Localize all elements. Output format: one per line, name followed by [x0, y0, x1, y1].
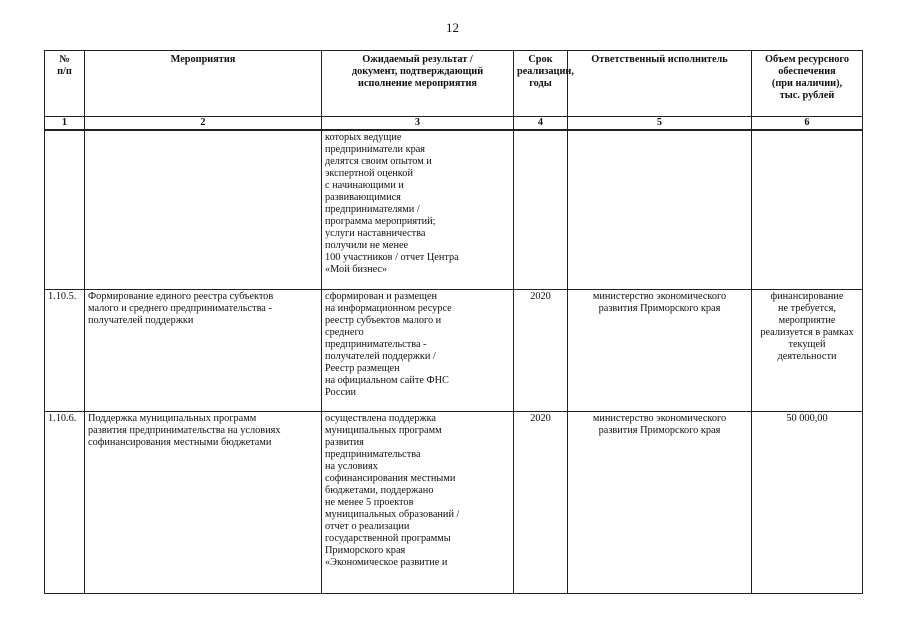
- header-activity: Мероприятия: [85, 51, 322, 117]
- row-number: [45, 130, 85, 289]
- table-row: [45, 411, 863, 593]
- header-term: Срок реализации, годы: [514, 51, 568, 117]
- column-number: 5: [568, 117, 752, 131]
- table-header-row: [45, 51, 863, 117]
- row-activity: [85, 130, 322, 289]
- header-expected-result: Ожидаемый результат / документ, подтверждающий исполнение мероприятия: [322, 51, 514, 117]
- column-number: 4: [514, 117, 568, 131]
- table-row: [45, 130, 863, 289]
- row-term: 2020: [514, 411, 568, 593]
- row-activity: Поддержка муниципальных программ развития предпринимательства на условиях софинансирования местными бюджетами: [85, 411, 322, 593]
- row-expected-result: сформирован и размещен на информационном ресурсе реестр субъектов малого и среднего предпринимательства - получателей поддержки / Реестр размещен на официальном сайте ФНС России: [322, 289, 514, 411]
- row-expected-result: которых ведущие предприниматели края делятся своим опытом и экспертной оценкой с начинающими и развивающимися предпринимателями / программа мероприятий; услуги наставничества получили не менее 100 участников / отчет Центра «Мой бизнес»: [322, 130, 514, 289]
- measures-table: [44, 50, 863, 594]
- row-number: 1.10.5.: [45, 289, 85, 411]
- row-funding: финансирование не требуется, мероприятие реализуется в рамках текущей деятельности: [752, 289, 863, 411]
- row-funding: 50 000,00: [752, 411, 863, 593]
- row-term: [514, 130, 568, 289]
- column-number: 6: [752, 117, 863, 131]
- row-executor: министерство экономического развития Приморского края: [568, 411, 752, 593]
- row-expected-result: осуществлена поддержка муниципальных программ развития предпринимательства на условиях софинансирования местными бюджетами, поддержано не менее 5 проектов муниципальных образований / отчет о реализации государственной программы Приморского края «Экономическое развитие и: [322, 411, 514, 593]
- row-executor: министерство экономического развития Приморского края: [568, 289, 752, 411]
- row-executor: [568, 130, 752, 289]
- page-number: 12: [446, 20, 459, 35]
- column-numbers-row: [45, 117, 863, 131]
- row-number: 1.10.6.: [45, 411, 85, 593]
- row-funding: [752, 130, 863, 289]
- table-row: [45, 289, 863, 411]
- header-funding: Объем ресурсного обеспечения (при наличии), тыс. рублей: [752, 51, 863, 117]
- column-number: 2: [85, 117, 322, 131]
- header-executor: Ответственный исполнитель: [568, 51, 752, 117]
- header-number: № п/п: [45, 51, 85, 117]
- row-activity: Формирование единого реестра субъектов малого и среднего предпринимательства - получателей поддержки: [85, 289, 322, 411]
- column-number: 1: [45, 117, 85, 131]
- column-number: 3: [322, 117, 514, 131]
- row-term: 2020: [514, 289, 568, 411]
